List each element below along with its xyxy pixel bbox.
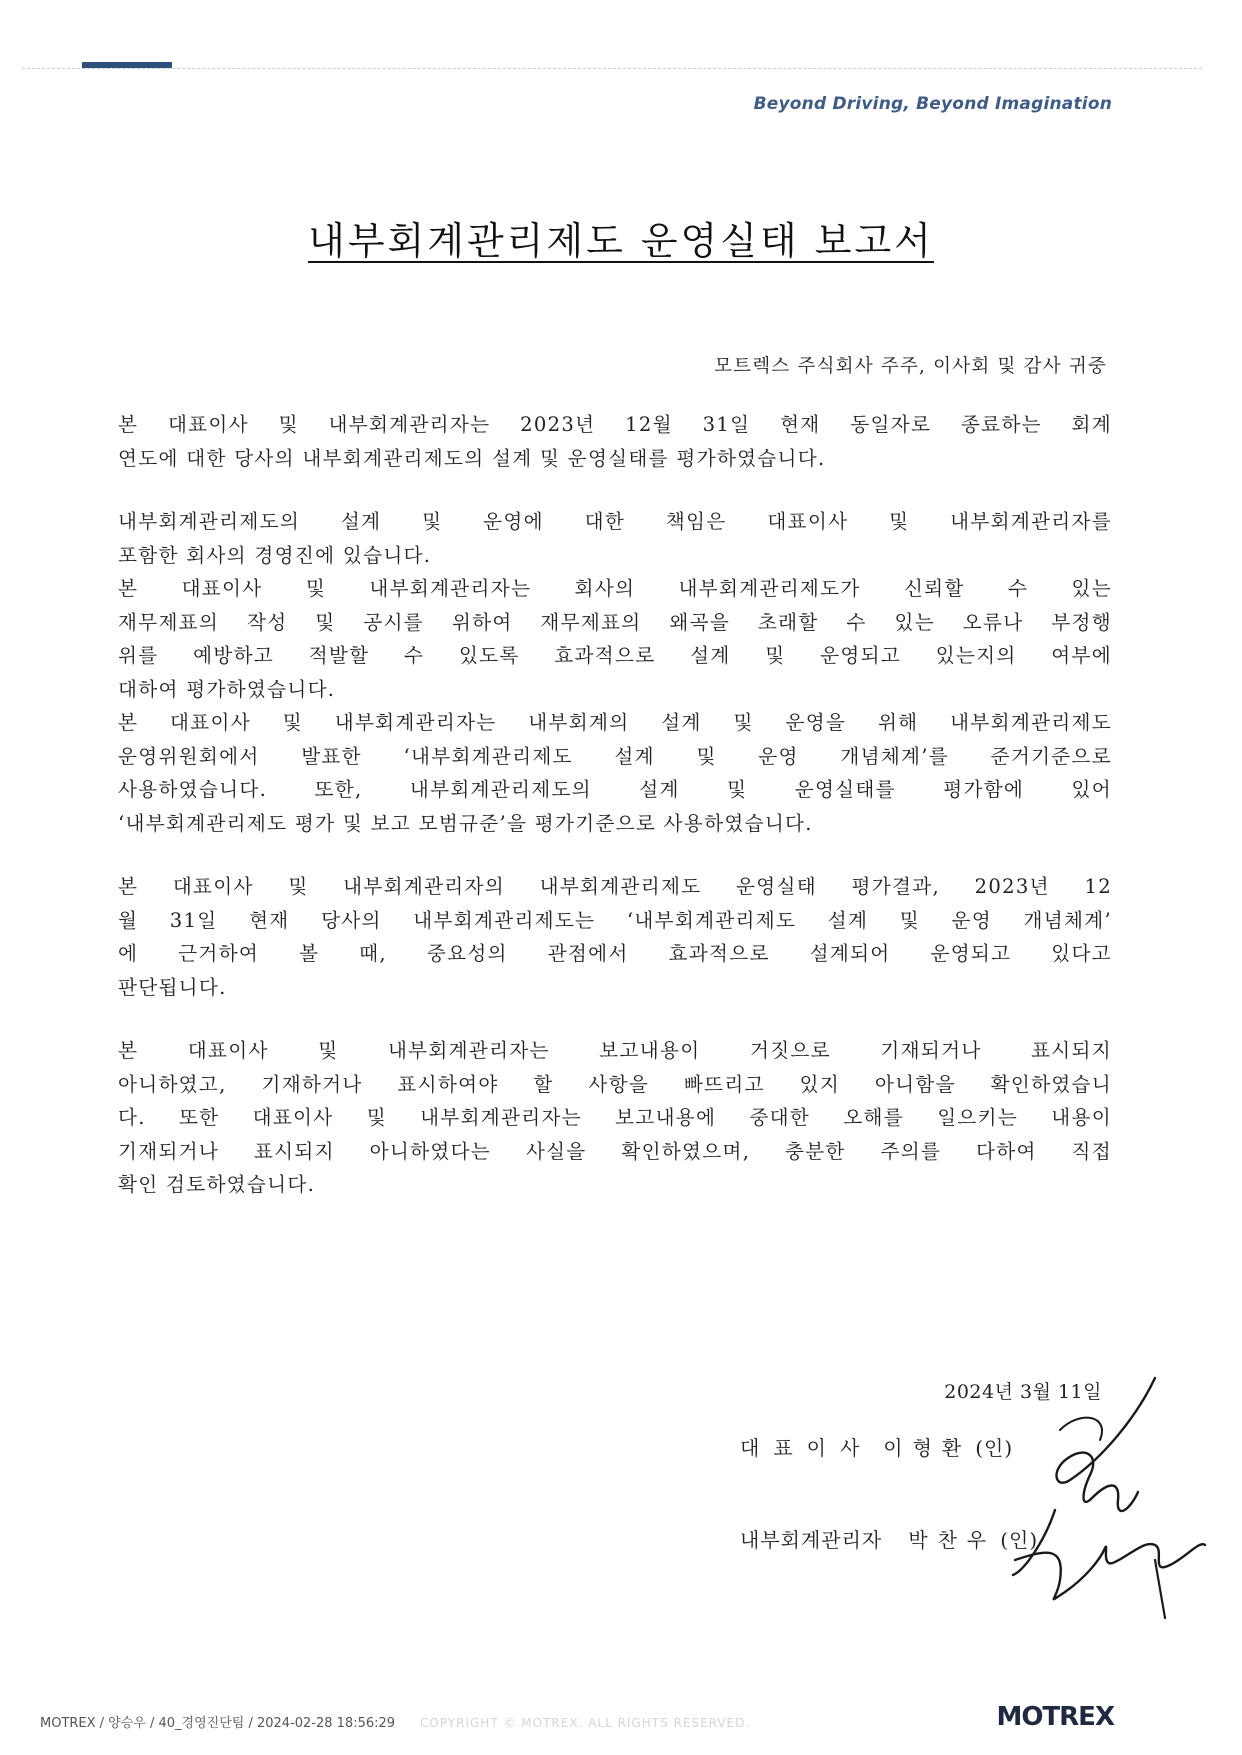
title-text: 내부회계관리제도 운영실태 보고서 bbox=[308, 219, 934, 263]
document-date: 2024년 3월 11일 bbox=[944, 1381, 1102, 1403]
text-line: ‘내부회계관리제도 평가 및 보고 모범규준’을 평가기준으로 사용하였습니다. bbox=[118, 811, 813, 835]
text-line: 확인 검토하였습니다. bbox=[118, 1173, 316, 1196]
seal-mark: (인) bbox=[975, 1436, 1014, 1460]
text-line: 사용하였습니다. 또한, 내부회계관리제도의 설계 및 운영실태를 평가함에 있어 bbox=[118, 778, 1112, 801]
text-line: 대하여 평가하였습니다. bbox=[118, 677, 336, 701]
text-line: 본 대표이사 및 내부회계관리자는 2023년 12월 31일 현재 동일자로 종료하는 회계 bbox=[118, 413, 1112, 436]
text-line: 다. 또한 대표이사 및 내부회계관리자는 보고내용에 중대한 오해를 일으키는 내용이 bbox=[118, 1106, 1112, 1129]
document-title bbox=[0, 210, 1242, 265]
text-line: 본 대표이사 및 내부회계관리자의 내부회계관리제도 운영실태 평가결과, 2023년 12 bbox=[118, 875, 1112, 898]
text-line: 아니하였고, 기재하거나 표시하여야 할 사항을 빠뜨리고 있지 아니함을 확인하였습니 bbox=[118, 1072, 1112, 1096]
company-logo: MOTREX bbox=[996, 1702, 1114, 1732]
text-line: 포함한 회사의 경영진에 있습니다. bbox=[118, 543, 432, 567]
signatory-role: 대표이사 bbox=[740, 1436, 874, 1460]
text-line: 에 근거하여 볼 때, 중요성의 관점에서 효과적으로 설계되어 운영되고 있다고 bbox=[118, 942, 1112, 965]
header-accent-bar bbox=[82, 62, 172, 68]
text-line: 운영위원회에서 발표한 ‘내부회계관리제도 설계 및 운영 개념체계’를 준거기준으로 bbox=[118, 744, 1112, 768]
signatory-controller bbox=[740, 1524, 1038, 1553]
document-body bbox=[118, 408, 1112, 1202]
text-line: 재무제표의 작성 및 공시를 위하여 재무제표의 왜곡을 초래할 수 있는 오류나 부정행 bbox=[118, 610, 1112, 634]
signatory-role: 내부회계관리자 bbox=[740, 1528, 883, 1552]
addressee: 모트렉스 주식회사 주주, 이사회 및 감사 귀중 bbox=[714, 356, 1107, 377]
header-rule bbox=[22, 68, 1202, 69]
text-line: 본 대표이사 및 내부회계관리자는 회사의 내부회계관리제도가 신뢰할 수 있는 bbox=[118, 577, 1112, 600]
paragraph bbox=[118, 408, 1112, 475]
text-line: 월 31일 현재 당사의 내부회계관리제도는 ‘내부회계관리제도 설계 및 운영 개념체계’ bbox=[118, 908, 1112, 932]
copyright-watermark: COPYRIGHT © MOTREX. ALL RIGHTS RESERVED. bbox=[420, 1716, 751, 1730]
text-line: 판단됩니다. bbox=[118, 975, 227, 999]
signatory-name: 박찬우 bbox=[908, 1528, 997, 1552]
paragraph bbox=[118, 1034, 1112, 1202]
tagline: Beyond Driving, Beyond Imagination bbox=[753, 94, 1112, 114]
document-stamp: MOTREX / 양승우 / 40_경영진단팀 / 2024-02-28 18:56:29 bbox=[40, 1716, 396, 1731]
paragraph bbox=[118, 505, 1112, 840]
seal-mark: (인) bbox=[1000, 1528, 1039, 1552]
handwritten-signature-controller bbox=[1005, 1500, 1225, 1630]
signatory-name: 이형환 bbox=[883, 1436, 972, 1460]
text-line: 본 대표이사 및 내부회계관리자는 보고내용이 거짓으로 기재되거나 표시되지 bbox=[118, 1039, 1112, 1062]
signatory-ceo bbox=[740, 1432, 1013, 1461]
text-line: 위를 예방하고 적발할 수 있도록 효과적으로 설계 및 운영되고 있는지의 여부에 bbox=[118, 644, 1112, 667]
text-line: 기재되거나 표시되지 아니하였다는 사실을 확인하였으며, 충분한 주의를 다하여 직접 bbox=[118, 1139, 1112, 1163]
text-line: 본 대표이사 및 내부회계관리자는 내부회계의 설계 및 운영을 위해 내부회계관리제도 bbox=[118, 711, 1112, 734]
text-line: 연도에 대한 당사의 내부회계관리제도의 설계 및 운영실태를 평가하였습니다. bbox=[118, 446, 826, 470]
paragraph bbox=[118, 870, 1112, 1004]
text-line: 내부회계관리제도의 설계 및 운영에 대한 책임은 대표이사 및 내부회계관리자를 bbox=[118, 510, 1112, 533]
